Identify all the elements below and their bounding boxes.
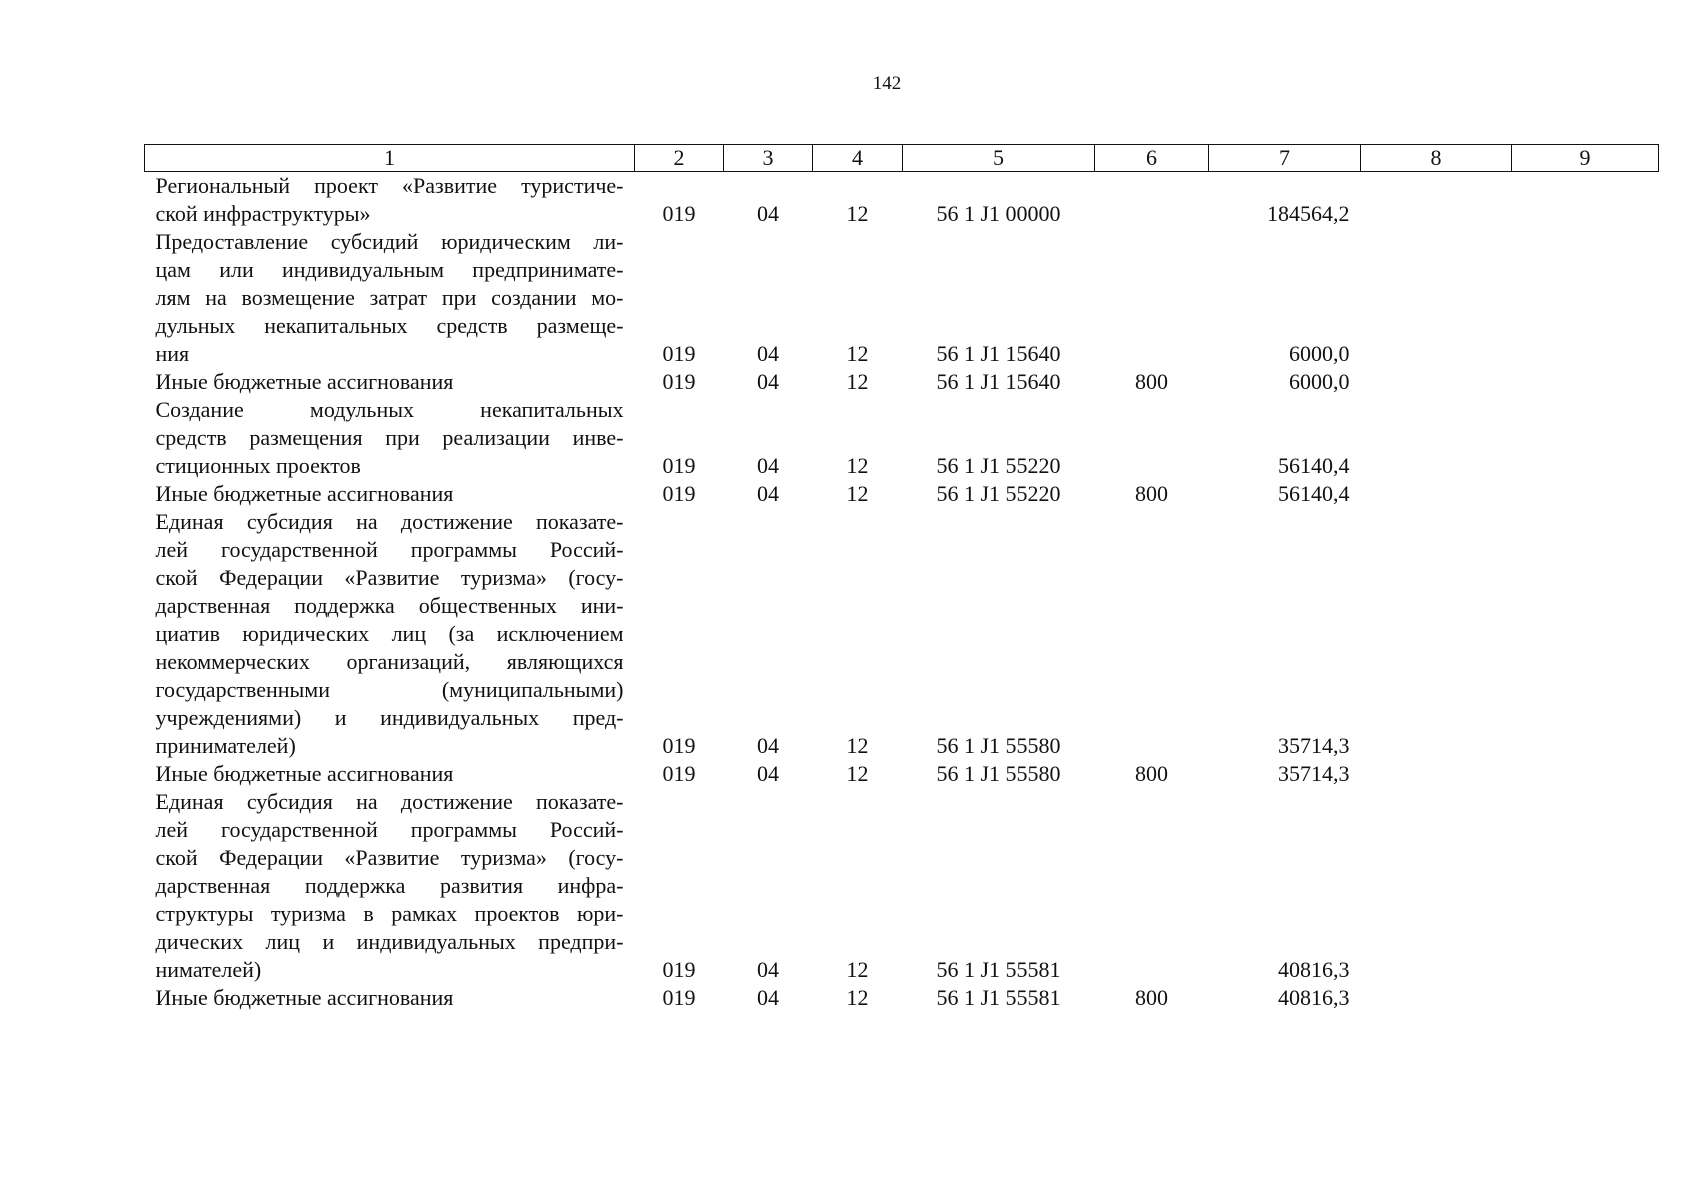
row-amount: 35714,3	[1278, 733, 1350, 758]
row-subsection-code: 12	[846, 341, 869, 366]
row-col-9	[1512, 172, 1659, 229]
row-col-9	[1512, 228, 1659, 368]
row-col-8	[1361, 228, 1512, 368]
table-body	[145, 172, 1659, 1013]
row-section-code: 04	[757, 453, 779, 478]
row-col-9	[1512, 760, 1659, 788]
header-row	[145, 145, 1659, 172]
row-target-article: 56 1 J1 55581	[936, 985, 1061, 1010]
row-col-8	[1361, 368, 1512, 396]
row-expense-type: 800	[1135, 985, 1168, 1010]
row-col-9	[1512, 368, 1659, 396]
row-amount: 184564,2	[1267, 201, 1350, 226]
row-name-line: циатив юридических лиц (за исключением	[155, 621, 624, 646]
row-name-line: лей государственной программы Россий-	[155, 817, 624, 842]
row-name-line: Иные бюджетные ассигнования	[155, 761, 454, 786]
row-col-8	[1361, 984, 1512, 1012]
row-subsection-code: 12	[846, 733, 869, 758]
row-expense-type	[1095, 508, 1209, 760]
row-col-8	[1361, 480, 1512, 508]
row-name-line: дарственная поддержка общественных ини-	[155, 593, 624, 618]
row-ministry-code: 019	[662, 481, 696, 506]
row-section-code: 04	[757, 957, 779, 982]
budget-table	[144, 144, 1659, 1012]
row-subsection-code: 12	[846, 481, 869, 506]
row-col-8	[1361, 760, 1512, 788]
row-subsection-code: 12	[846, 453, 869, 478]
row-name	[145, 788, 635, 984]
row-name	[145, 368, 635, 396]
row-col-8	[1361, 508, 1512, 760]
row-name	[145, 984, 635, 1012]
row-ministry-code: 019	[662, 201, 696, 226]
row-expense-type	[1095, 396, 1209, 480]
row-expense-type	[1095, 172, 1209, 229]
table-row	[145, 368, 1659, 396]
row-name-line: дарственная поддержка развития инфра-	[155, 873, 624, 898]
row-amount: 40816,3	[1278, 957, 1350, 982]
row-expense-type: 800	[1135, 481, 1168, 506]
header-col-9: 9	[1512, 145, 1659, 172]
row-name-line: Создание модульных некапитальных	[155, 397, 624, 422]
row-name-line: принимателей)	[155, 733, 296, 758]
row-name-line: лей государственной программы Россий-	[155, 537, 624, 562]
row-name-line: Предоставление субсидий юридическим ли-	[155, 229, 624, 254]
row-amount: 40816,3	[1278, 985, 1350, 1010]
row-ministry-code: 019	[662, 957, 696, 982]
row-name-line: средств размещения при реализации инве-	[155, 425, 624, 450]
header-col-7: 7	[1209, 145, 1361, 172]
row-name-line: цам или индивидуальным предпринимате-	[155, 257, 624, 282]
row-subsection-code: 12	[846, 761, 869, 786]
row-expense-type: 800	[1135, 369, 1168, 394]
row-amount: 6000,0	[1289, 341, 1350, 366]
row-col-9	[1512, 396, 1659, 480]
row-col-8	[1361, 396, 1512, 480]
table-row	[145, 480, 1659, 508]
row-name-line: нимателей)	[155, 957, 262, 982]
row-amount: 56140,4	[1278, 453, 1350, 478]
row-target-article: 56 1 J1 15640	[936, 369, 1061, 394]
row-name	[145, 480, 635, 508]
row-name-line: ния	[155, 341, 190, 366]
header-col-4: 4	[813, 145, 903, 172]
header-col-6: 6	[1095, 145, 1209, 172]
row-name-line: лям на возмещение затрат при создании мо-	[155, 285, 624, 310]
row-col-9	[1512, 508, 1659, 760]
row-target-article: 56 1 J1 55580	[936, 733, 1061, 758]
row-amount: 6000,0	[1289, 369, 1350, 394]
header-col-3: 3	[724, 145, 813, 172]
row-subsection-code: 12	[846, 985, 869, 1010]
table-header	[145, 145, 1659, 172]
row-ministry-code: 019	[662, 985, 696, 1010]
row-name	[145, 396, 635, 480]
row-subsection-code: 12	[846, 201, 869, 226]
row-amount: 35714,3	[1278, 761, 1350, 786]
row-name-line: государственными (муниципальными)	[155, 677, 624, 702]
row-name	[145, 172, 635, 229]
table-row	[145, 508, 1659, 760]
row-section-code: 04	[757, 985, 779, 1010]
row-name-line: ской Федерации «Развитие туризма» (госу-	[155, 845, 624, 870]
row-name-line: Единая субсидия на достижение показате-	[155, 509, 624, 534]
row-name-line: дульных некапитальных средств размеще-	[155, 313, 624, 338]
row-section-code: 04	[757, 341, 779, 366]
page-number: 142	[872, 73, 902, 94]
row-expense-type	[1095, 788, 1209, 984]
row-name	[145, 508, 635, 760]
table-row	[145, 984, 1659, 1012]
row-target-article: 56 1 J1 55220	[936, 453, 1061, 478]
row-target-article: 56 1 J1 00000	[936, 201, 1061, 226]
row-section-code: 04	[757, 369, 779, 394]
header-col-5: 5	[903, 145, 1095, 172]
row-col-9	[1512, 984, 1659, 1012]
table-row	[145, 788, 1659, 984]
table-row	[145, 172, 1659, 229]
table-row	[145, 396, 1659, 480]
row-section-code: 04	[757, 201, 779, 226]
header-col-8: 8	[1361, 145, 1512, 172]
row-ministry-code: 019	[662, 761, 696, 786]
row-name-line: Иные бюджетные ассигнования	[155, 481, 454, 506]
row-amount: 56140,4	[1278, 481, 1350, 506]
row-target-article: 56 1 J1 55220	[936, 481, 1061, 506]
row-name-line: Единая субсидия на достижение показате-	[155, 789, 624, 814]
row-subsection-code: 12	[846, 957, 869, 982]
row-col-8	[1361, 172, 1512, 229]
row-name-line: ской Федерации «Развитие туризма» (госу-	[155, 565, 624, 590]
row-target-article: 56 1 J1 55581	[936, 957, 1061, 982]
row-name	[145, 228, 635, 368]
row-name	[145, 760, 635, 788]
row-section-code: 04	[757, 761, 779, 786]
row-subsection-code: 12	[846, 369, 869, 394]
row-ministry-code: 019	[662, 733, 696, 758]
row-ministry-code: 019	[662, 369, 696, 394]
row-target-article: 56 1 J1 55580	[936, 761, 1061, 786]
row-name-line: учреждениями) и индивидуальных пред-	[155, 705, 624, 730]
row-expense-type: 800	[1135, 761, 1168, 786]
row-name-line: некоммерческих организаций, являющихся	[155, 649, 624, 674]
row-section-code: 04	[757, 481, 779, 506]
row-ministry-code: 019	[662, 341, 696, 366]
table-row	[145, 228, 1659, 368]
row-name-line: ской инфраструктуры»	[155, 201, 371, 226]
row-expense-type	[1095, 228, 1209, 368]
row-target-article: 56 1 J1 15640	[936, 341, 1061, 366]
row-name-line: Региональный проект «Развитие туристиче-	[155, 173, 624, 198]
row-name-line: Иные бюджетные ассигнования	[155, 985, 454, 1010]
table-row	[145, 760, 1659, 788]
row-section-code: 04	[757, 733, 779, 758]
row-name-line: Иные бюджетные ассигнования	[155, 369, 454, 394]
row-col-9	[1512, 788, 1659, 984]
row-col-8	[1361, 788, 1512, 984]
row-name-line: дических лиц и индивидуальных предпри-	[155, 929, 624, 954]
row-ministry-code: 019	[662, 453, 696, 478]
header-col-1: 1	[145, 145, 635, 172]
row-name-line: структуры туризма в рамках проектов юри-	[155, 901, 624, 926]
header-col-2: 2	[635, 145, 724, 172]
row-col-9	[1512, 480, 1659, 508]
row-name-line: стиционных проектов	[155, 453, 361, 478]
